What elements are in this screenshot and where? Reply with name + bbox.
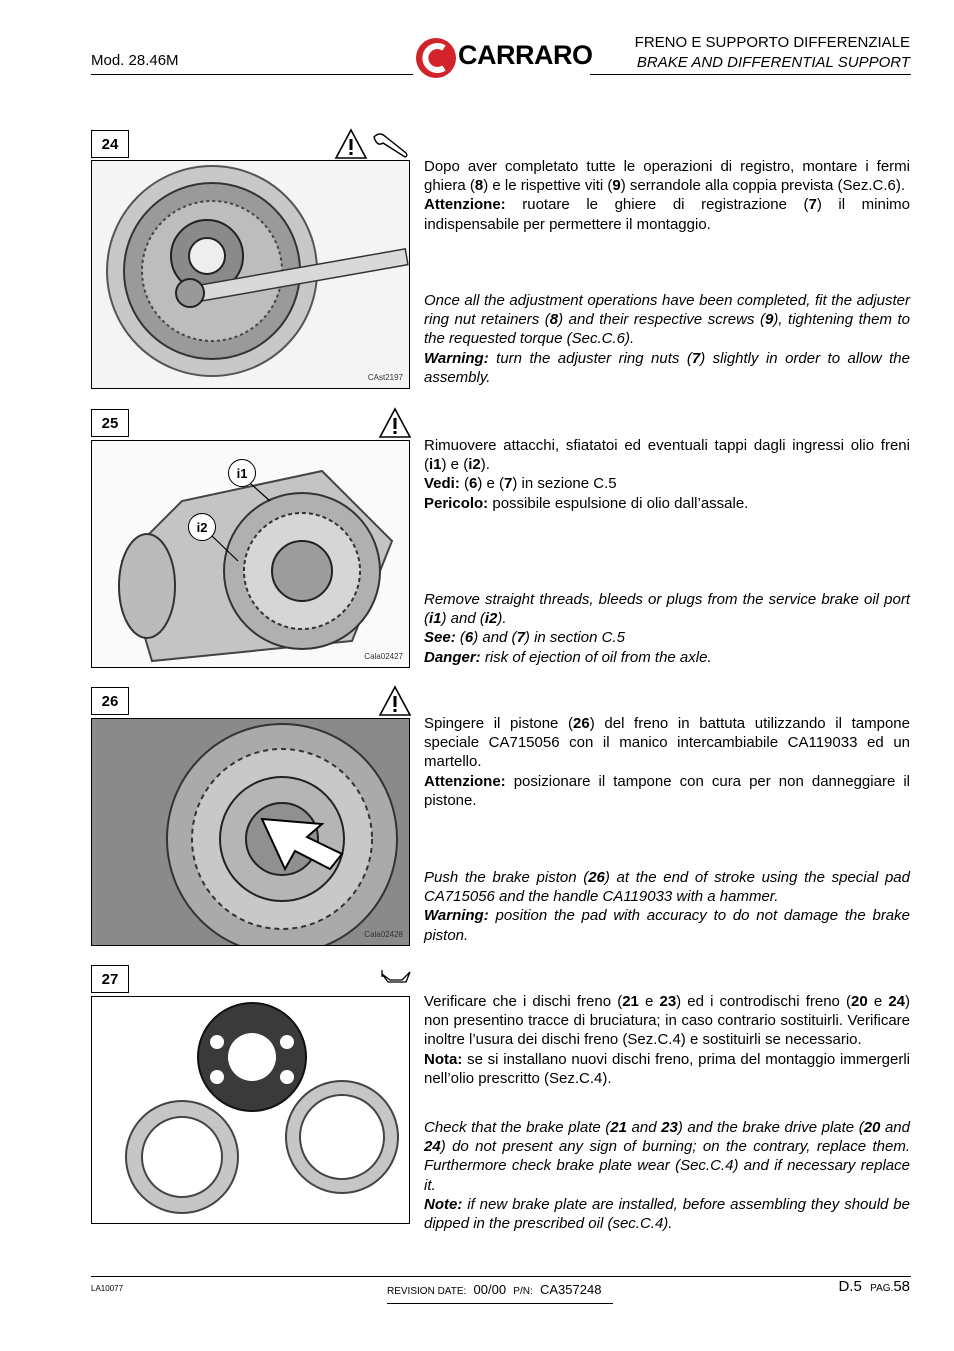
- footer-rule: [91, 1276, 911, 1277]
- warning-icon: [378, 685, 412, 717]
- figure-text-en: Check that the brake plate (21 and 23) and the brake drive plate (20 and 24) do not present any sign of burning; on the contrary, replace them. Furthermore check brake plate wear (Sec.C.4) and if necessary replace it. Note: if new brake plate are installed, before assembling they should be dipped in the prescribed oil (sec.C.4).: [424, 1119, 910, 1233]
- header-rule-right: [590, 74, 911, 75]
- figure-text-en: Push the brake piston (26) at the end of stroke using the special pad CA715056 and the handle CA119033 with a hammer. Warning: position the pad with accuracy to do not damage the brake piston.: [424, 869, 910, 944]
- figure-number: 26: [91, 687, 129, 715]
- figure-text-en: Remove straight threads, bleeds or plugs from the service brake oil port (i1) and (i2). See: (6) and (7) in section C.5 Danger: risk of ejection of oil from the axle.: [424, 591, 910, 666]
- section-title-en: BRAKE AND DIFFERENTIAL SUPPORT: [636, 54, 910, 71]
- section-title: [635, 33, 910, 73]
- figure-image: [91, 160, 410, 389]
- figure-text-it: Verificare che i dischi freno (21 e 23) ed i controdischi freno (20 e 24) non presentino tracce di bruciatura; in caso contrario sostituirli. Verificare inoltre l’usura dei dischi freno (Sez.C.4) e sostituirli se necessario. Nota: se si installano nuovi dischi freno, prima del montaggio immergerli nell’olio prescritto (Sez.C.4).: [424, 993, 910, 1087]
- page-number: D.5 PAG.58: [838, 1278, 910, 1295]
- callout-i1: i1: [228, 459, 256, 487]
- header-rule-left: [91, 74, 413, 75]
- oil-can-icon: [380, 968, 412, 990]
- figure-number: 25: [91, 409, 129, 437]
- figure-code: Cala02428: [364, 930, 403, 939]
- figure-number: 27: [91, 965, 129, 993]
- callout-i2: i2: [188, 513, 216, 541]
- brand-logo-text: CARRARO: [458, 40, 593, 70]
- torque-wrench-icon: [370, 131, 410, 159]
- figure-text-it: Dopo aver completato tutte le operazioni di registro, montare i fermi ghiera (8) e le rispettive viti (9) serrandole alla coppia prevista (Sez.C.6). Attenzione: ruotare le ghiere di registrazione (7) il minimo indispensabile per permettere il montaggio.: [424, 158, 910, 233]
- model-label: Mod. 28.46M: [91, 52, 179, 69]
- figure-text-en: Once all the adjustment operations have been completed, fit the adjuster ring nut retainers (8) and their respective screws (9), tightening them to the requested torque (Sec.C.6). Warning: turn the adjuster ring nuts (7) slightly in order to allow the assembly.: [424, 292, 910, 386]
- figure-image: [91, 996, 410, 1224]
- figure-image: [91, 718, 410, 946]
- carraro-logo-icon: [414, 36, 458, 80]
- revision-rule: [387, 1303, 613, 1304]
- section-title-it: FRENO E SUPPORTO DIFFERENZIALE: [634, 34, 910, 51]
- footer-code: LA10077: [91, 1284, 124, 1293]
- figure-code: CAst2197: [367, 373, 403, 382]
- revision-info: REVISION DATE: 00/00 P/N: CA357248: [387, 1282, 602, 1297]
- figure-code: Cala02427: [364, 652, 403, 661]
- figure-text-it: Rimuovere attacchi, sfiatatoi ed eventuali tappi dagli ingressi olio freni (i1) e (i2). Vedi: (6) e (7) in sezione C.5 Pericolo: possibile espulsione di olio dall’assale.: [424, 437, 910, 512]
- figure-text-it: Spingere il pistone (26) del freno in battuta utilizzando il tampone speciale CA715056 con il manico intercambiabile CA119033 ed un martello. Attenzione: posizionare il tampone con cura per non danneggiare il pistone.: [424, 715, 910, 809]
- warning-icon: [378, 407, 412, 439]
- warning-icon: [334, 128, 368, 160]
- figure-number: 24: [91, 130, 129, 158]
- figure-image: [91, 440, 410, 668]
